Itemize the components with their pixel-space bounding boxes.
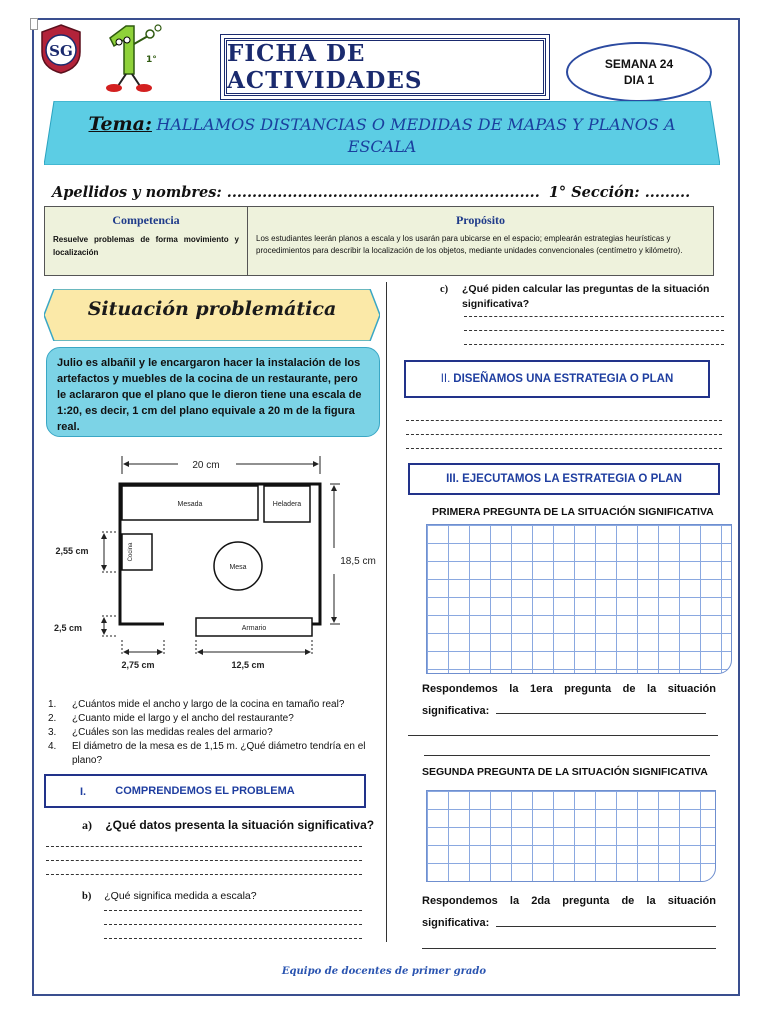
answer-line[interactable] xyxy=(46,860,362,861)
answer-line[interactable] xyxy=(464,344,724,345)
mesada-label: Mesada xyxy=(177,501,203,508)
segunda-pregunta-heading: SEGUNDA PREGUNTA DE LA SITUACIÓN SIGNIFICATIVA xyxy=(422,766,708,778)
section2-title: DISEÑAMOS UNA ESTRATEGIA O PLAN xyxy=(453,373,674,385)
section-comprendemos xyxy=(44,774,366,808)
answer-line[interactable] xyxy=(496,926,716,927)
question-a: a) ¿Qué datos presenta la situación significativa? xyxy=(82,818,375,832)
section2-number: II. xyxy=(440,373,451,385)
respondemos-1-line1: Respondemos la 1era pregunta de la situación xyxy=(422,683,716,695)
week-label: SEMANA 24 xyxy=(604,57,674,71)
answer-line[interactable] xyxy=(46,846,362,847)
tema-label: Tema: xyxy=(88,113,152,135)
corner-mark xyxy=(30,18,38,30)
competencia-cell xyxy=(45,207,248,275)
week-badge xyxy=(566,42,712,102)
situacion-text: Julio es albañil y le encargaron hacer la instalación de los artefactos y muebles de la cocina de un restaurante, pero le aclararon que el plano que le dieron tiene una escala de 1:20, es decir, 1 cm del plano equivale a 20 m de la figura real. xyxy=(46,347,380,437)
section1-number: I. xyxy=(80,786,87,798)
questions-list xyxy=(48,698,370,768)
school-logo xyxy=(40,24,82,74)
left-lower-dimension: 2,5 cm xyxy=(53,623,83,633)
competencia-table xyxy=(44,206,714,276)
answer-line[interactable] xyxy=(464,316,724,317)
student-info-row xyxy=(52,184,728,201)
list-item: 4. El diámetro de la mesa es de 1,15 m. ¿Qué diámetro tendría en el plano? xyxy=(48,741,366,766)
list-item: 3. ¿Cuáles son las medidas reales del armario? xyxy=(48,727,273,738)
answer-line[interactable] xyxy=(104,938,362,939)
footer-credit: Equipo de docentes de primer grado xyxy=(281,966,487,977)
height-dimension: 18,5 cm xyxy=(340,556,376,567)
section-ejecutamos xyxy=(408,463,720,495)
grid-workspace-2[interactable] xyxy=(426,790,716,882)
tema-block xyxy=(44,113,720,161)
answer-line[interactable] xyxy=(408,735,718,736)
respondemos-2-line2: significativa: xyxy=(422,917,490,929)
proposito-cell xyxy=(248,207,713,275)
first-grade-mascot xyxy=(100,22,162,94)
answer-line[interactable] xyxy=(46,874,362,875)
primera-pregunta-heading: PRIMERA PREGUNTA DE LA SITUACIÓN SIGNIFICATIVA xyxy=(432,506,714,518)
answer-line[interactable] xyxy=(104,910,362,911)
answer-line[interactable] xyxy=(496,713,706,714)
bottom-left-dimension: 2,75 cm xyxy=(121,660,155,670)
competencia-heading: Competencia xyxy=(112,213,180,227)
left-upper-dimension: 2,55 cm xyxy=(55,546,89,556)
title-box xyxy=(224,38,546,96)
column-divider xyxy=(386,282,387,942)
section-disenamos xyxy=(404,360,710,398)
answer-line[interactable] xyxy=(464,330,724,331)
answer-line[interactable] xyxy=(406,448,722,449)
logo-text: SG xyxy=(49,42,73,60)
tema-text-line1: HALLAMOS DISTANCIAS O MEDIDAS DE MAPAS Y PLANOS A xyxy=(156,115,676,134)
list-item: 2. ¿Cuanto mide el largo y el ancho del restaurante? xyxy=(48,713,294,724)
mesa-label: Mesa xyxy=(229,564,247,571)
page-title: FICHA DE ACTIVIDADES xyxy=(227,40,423,94)
respondemos-1-line2: significativa: xyxy=(422,705,490,717)
section-label: 1° Sección: xyxy=(548,184,640,201)
question-b: b) ¿Qué significa medida a escala? xyxy=(82,890,257,902)
tema-text-line2: ESCALA xyxy=(347,137,417,156)
section1-title: COMPRENDEMOS EL PROBLEMA xyxy=(115,785,295,797)
bottom-right-dimension: 12,5 cm xyxy=(231,660,265,670)
proposito-heading: Propósito xyxy=(455,213,506,227)
answer-line[interactable] xyxy=(406,434,722,435)
floor-plan xyxy=(44,450,388,678)
cocina-label: Cocina xyxy=(128,542,134,562)
width-dimension: 20 cm xyxy=(192,460,220,471)
respondemos-2-line1: Respondemos la 2da pregunta de la situación xyxy=(422,895,716,907)
competencia-text: Resuelve problemas de forma movimiento y localización xyxy=(53,235,239,257)
list-item: 1. ¿Cuántos mide el ancho y largo de la cocina en tamaño real? xyxy=(48,699,345,710)
grid-workspace-1[interactable] xyxy=(426,524,732,674)
question-c: c) ¿Qué piden calcular las preguntas de la situación significativa? xyxy=(440,283,710,310)
name-label: Apellidos y nombres: xyxy=(52,184,222,201)
situacion-title: Situación problemática xyxy=(87,298,337,320)
answer-line[interactable] xyxy=(406,420,722,421)
answer-line[interactable] xyxy=(422,948,716,949)
proposito-text: Los estudiantes leerán planos a escala y los usarán para ubicarse en el espacio; emplearán estrategias heurísticas y procedimientos para describir la localización de los objetos, mediante unidades convencionales (centímetro y kilómetro). xyxy=(256,234,683,255)
heladera-label: Heladera xyxy=(272,501,302,508)
grade-badge: 1° xyxy=(146,55,157,65)
day-label: DIA 1 xyxy=(623,73,655,87)
answer-line[interactable] xyxy=(424,755,710,756)
section3-title: III. EJECUTAMOS LA ESTRATEGIA O PLAN xyxy=(446,473,682,485)
armario-label: Armario xyxy=(241,625,267,632)
name-field[interactable]: .............................................................. xyxy=(226,184,540,201)
section-field[interactable]: ......... xyxy=(644,184,691,201)
answer-line[interactable] xyxy=(104,924,362,925)
